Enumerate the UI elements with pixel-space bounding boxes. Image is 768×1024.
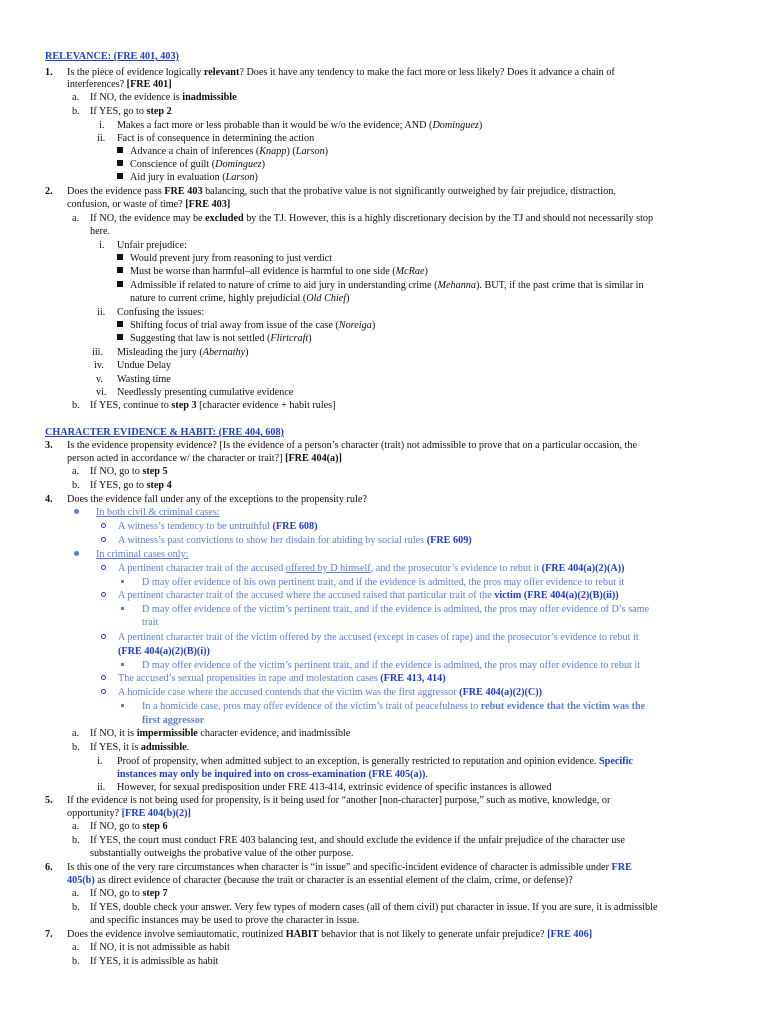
text-run: excluded <box>205 213 244 224</box>
text-run: Is the piece of evidence logically <box>67 67 204 78</box>
outline-marker: 6. <box>45 862 53 873</box>
outline-line <box>118 632 639 644</box>
outline-marker: b. <box>72 106 80 117</box>
text-run: ) <box>254 172 258 183</box>
outline-line <box>90 902 658 914</box>
outline-line <box>118 563 625 575</box>
square-bullet-icon <box>117 267 123 273</box>
text-run: trait <box>142 617 159 628</box>
text-run: (FRE 404(a)(2)(C)) <box>459 687 543 698</box>
text-run: [character evidence + habit rules] <box>196 400 336 411</box>
text-run: However, for sexual predisposition under FRE 413-414, extrinsic evidence of specific instances is allowed <box>117 782 552 793</box>
text-run: D may offer evidence of his own pertinent trait, and if the evidence is admitted, the pros may offer evidence to rebut it <box>142 577 625 588</box>
outline-line <box>142 715 204 727</box>
text-run: instances may only be inquired into on cross-examination (FRE 405(a)) <box>117 769 426 780</box>
text-run: Does the evidence pass <box>67 186 165 197</box>
bullet-marker <box>121 660 124 672</box>
outline-marker: a. <box>72 942 80 953</box>
outline-line <box>90 742 189 754</box>
text-run: inadmissible <box>182 92 237 103</box>
outline-marker: a. <box>72 888 80 899</box>
text-run: ) <box>324 146 329 157</box>
text-run: Does the evidence involve semiautomatic, routinized <box>67 929 286 940</box>
outline-line <box>130 159 265 171</box>
text-run: If NO, go to <box>90 821 143 832</box>
outline-line <box>130 266 428 278</box>
small-square-bullet-icon <box>121 580 124 583</box>
outline-marker: v. <box>96 374 103 385</box>
bullet-marker <box>101 632 106 644</box>
text-run: [FRE 404(b)(2)] <box>121 808 191 819</box>
outline-line <box>90 848 353 860</box>
outline-line <box>117 769 428 781</box>
text-run: If YES, it is <box>90 742 141 753</box>
text-run: step 5 <box>142 466 168 477</box>
text-run: person acted in accordance w/ the character or trait?] <box>67 453 286 464</box>
outline-marker: i. <box>97 756 103 767</box>
text-run: A pertinent character trait of the victim offered by the accused (except in cases of rape) and the prosecutor’s evidence to rebut it <box>118 632 639 643</box>
hollow-circle-bullet-icon <box>101 523 106 528</box>
text-run: ) ( <box>286 146 296 157</box>
outline-marker: i. <box>99 240 105 251</box>
text-run: first aggressor <box>142 715 205 726</box>
outline-line <box>130 253 332 265</box>
text-run: If the evidence is not being used for propensity, is it being used for “another [non-character] purpose,” such as motive, knowledge, or <box>67 795 611 806</box>
text-run: offered by D himself <box>285 563 371 574</box>
outline-marker: iv. <box>94 360 104 371</box>
bullet-marker <box>74 549 79 561</box>
bullet-marker <box>101 687 106 699</box>
text-run: If YES, go to <box>90 480 147 491</box>
outline-marker: a. <box>72 728 80 739</box>
text-run: FRE <box>611 862 632 873</box>
outline-line <box>142 617 158 629</box>
text-run: (FRE 608) <box>272 521 318 532</box>
text-run: Larson <box>295 146 325 157</box>
text-run: If NO, go to <box>90 888 143 899</box>
text-run: Is this one of the very rare circumstances when character is “in issue” and specific-incident evidence of character is admissible under <box>67 862 612 873</box>
text-run: [FRE 403] <box>185 199 231 210</box>
text-run: step 3 <box>171 400 197 411</box>
text-run: Admissible if related to nature of crime to aid jury in understanding crime ( <box>130 280 438 291</box>
hollow-circle-bullet-icon <box>101 675 106 680</box>
outline-line <box>130 146 328 158</box>
outline-line <box>67 453 342 465</box>
text-run: 405(b) <box>67 875 95 886</box>
text-run: ) <box>308 333 312 344</box>
text-run: nature to current crime, highly prejudicial ( <box>130 293 307 304</box>
text-run: admissible <box>140 742 187 753</box>
text-run: ) <box>424 266 428 277</box>
outline-marker: b. <box>72 400 80 411</box>
text-run: Must be worse than harmful–all evidence is harmful to one side ( <box>130 266 396 277</box>
text-run: A pertinent character trait of the accused <box>118 563 286 574</box>
text-run: If YES, continue to <box>90 400 172 411</box>
outline-marker: a. <box>72 466 80 477</box>
text-run: step 6 <box>142 821 168 832</box>
outline-marker: 4. <box>45 494 53 505</box>
outline-marker: b. <box>72 742 80 753</box>
text-run: Suggesting that law is not settled ( <box>130 333 271 344</box>
text-run: Wasting time <box>117 374 171 385</box>
outline-marker: vi. <box>96 387 107 398</box>
outline-line <box>142 660 640 672</box>
text-run: A witness’s tendency to be untruthful <box>118 521 273 532</box>
bullet-marker <box>101 521 106 533</box>
outline-marker: b. <box>72 835 80 846</box>
outline-line <box>67 795 610 807</box>
text-run: ) <box>261 159 265 170</box>
text-run: If YES, it is admissible as habit <box>90 956 219 967</box>
outline-line <box>117 756 633 768</box>
outline-line <box>96 549 189 561</box>
outline-line <box>90 400 336 412</box>
bullet-marker <box>121 577 124 589</box>
text-run: step 7 <box>142 888 168 899</box>
text-run: [FRE 406] <box>547 929 593 940</box>
text-run: A homicide case where the accused contends that the victim was the first aggressor <box>118 687 460 698</box>
text-run: behavior that is not likely to generate unfair prejudice? <box>318 929 548 940</box>
text-run: (FRE 404(a)(2)(B)(ii)) <box>521 590 619 601</box>
outline-line <box>117 240 187 252</box>
outline-line <box>67 440 637 452</box>
outline-line <box>118 646 210 658</box>
outline-line <box>90 92 237 104</box>
text-run: Larson <box>225 172 255 183</box>
text-run: Makes a fact more or less probable than it would be w/o the evidence; AND ( <box>117 120 433 131</box>
text-run: as direct evidence of character (because the trait or character is an essential element of the claim, crime, or defense)? <box>94 875 573 886</box>
outline-marker: 1. <box>45 67 53 78</box>
hollow-circle-bullet-icon <box>101 689 106 694</box>
text-run: Noreiga <box>338 320 372 331</box>
outline-line <box>90 821 168 833</box>
text-run: , and the prosecutor’s evidence to rebut it <box>370 563 542 574</box>
outline-marker: i. <box>99 120 105 131</box>
text-run: Needlessly presenting cumulative evidence <box>117 387 294 398</box>
outline-line <box>118 535 472 547</box>
section-heading: RELEVANCE: (FRE 401, 403) <box>45 51 179 62</box>
text-run: Mehanna <box>437 280 476 291</box>
outline-marker: a. <box>72 92 80 103</box>
outline-marker: b. <box>72 956 80 967</box>
outline-line <box>130 320 375 332</box>
square-bullet-icon <box>117 281 123 287</box>
text-run: ) <box>346 293 350 304</box>
text-run: In both civil & criminal cases: <box>96 507 220 518</box>
outline-line <box>90 466 168 478</box>
text-run: ) <box>478 120 483 131</box>
text-run: In criminal cases only: <box>96 549 189 560</box>
outline-marker: b. <box>72 480 80 491</box>
outline-line <box>67 186 616 198</box>
outline-marker: 7. <box>45 929 53 940</box>
text-run: Fact is of consequence in determining the action <box>117 133 315 144</box>
outline-line <box>117 120 482 132</box>
dot-bullet-icon <box>74 551 79 556</box>
text-run: by the TJ. However, this is a highly discretionary decision by the TJ and should not necessarily stop <box>243 213 654 224</box>
outline-marker: a. <box>72 213 80 224</box>
text-run: If YES, go to <box>90 106 147 117</box>
text-run: A pertinent character trait of the accused where the accused raised that particular trait of the <box>118 590 495 601</box>
text-run: . <box>186 742 190 753</box>
text-run: opportunity? <box>67 808 122 819</box>
text-run: rebut evidence that the victim was the <box>480 701 646 712</box>
outline-line <box>90 915 359 927</box>
text-run: [FRE 404(a)] <box>285 453 342 464</box>
text-run: FRE 403 <box>164 186 203 197</box>
text-run: Undue Delay <box>117 360 172 371</box>
outline-line <box>96 507 220 519</box>
square-bullet-icon <box>117 173 123 179</box>
outline-line <box>90 213 653 225</box>
outline-line <box>90 106 172 118</box>
text-run: In a homicide case, pros may offer evidence of the victim’s trait of peacefulness to <box>142 701 481 712</box>
outline-marker: b. <box>72 902 80 913</box>
outline-line <box>117 133 314 145</box>
text-run: (FRE 609) <box>426 535 472 546</box>
small-square-bullet-icon <box>121 663 124 666</box>
bullet-marker <box>101 673 106 685</box>
text-run: If YES, the court must conduct FRE 403 balancing test, and should exclude the evidence if the unfair prejudice of the character use <box>90 835 625 846</box>
text-run: If NO, the evidence may be <box>90 213 206 224</box>
text-run: (FRE 404(a)(2)(A)) <box>541 563 625 574</box>
outline-line <box>117 387 293 399</box>
outline-marker: ii. <box>97 307 106 318</box>
text-run: . <box>425 769 428 780</box>
hollow-circle-bullet-icon <box>101 592 106 597</box>
text-run: ). BUT, if the past crime that is similar in <box>476 280 644 291</box>
text-run: Proof of propensity, when admitted subject to an exception, is generally restricted to reputation and opinion evidence. <box>117 756 599 767</box>
text-run: Misleading the jury ( <box>117 347 203 358</box>
outline-line <box>117 307 204 319</box>
outline-line <box>90 888 168 900</box>
text-run: Old Chief <box>306 293 347 304</box>
text-run: Would prevent jury from reasoning to just verdict <box>130 253 333 264</box>
text-run: victim <box>494 590 522 601</box>
outline-line <box>67 808 191 820</box>
text-run: Is the evidence propensity evidence? [Is the evidence of a person’s character (trait) not admissible to prove that on a particular occasion, the <box>67 440 637 451</box>
section-heading: CHARACTER EVIDENCE & HABIT: (FRE 404, 608) <box>45 427 284 438</box>
text-run: If NO, it is <box>90 728 137 739</box>
outline-marker: a. <box>72 821 80 832</box>
outline-line <box>130 293 350 305</box>
outline-line <box>117 374 171 386</box>
text-run: character evidence, and inadmissible <box>197 728 351 739</box>
outline-marker: 2. <box>45 186 53 197</box>
outline-line <box>90 942 230 954</box>
text-run: Shifting focus of trial away from issue of the case ( <box>130 320 339 331</box>
outline-marker: iii. <box>92 347 104 358</box>
outline-line <box>118 687 542 699</box>
text-run: Unfair prejudice: <box>117 240 187 251</box>
text-run: Specific <box>598 756 633 767</box>
outline-line <box>90 480 172 492</box>
outline-line <box>118 673 446 685</box>
outline-line <box>130 280 644 292</box>
outline-line <box>117 782 551 794</box>
outline-marker: 5. <box>45 795 53 806</box>
small-square-bullet-icon <box>121 607 124 610</box>
text-run: If NO, it is not admissible as habit <box>90 942 230 953</box>
dot-bullet-icon <box>74 509 79 514</box>
text-run: The accused’s sexual propensities in rape and molestation cases <box>118 673 381 684</box>
text-run: If NO, go to <box>90 466 143 477</box>
text-run: McRae <box>395 266 425 277</box>
outline-line <box>117 347 249 359</box>
text-run: ) <box>245 347 249 358</box>
square-bullet-icon <box>117 334 123 340</box>
square-bullet-icon <box>117 147 123 153</box>
text-run: D may offer evidence of the victim’s pertinent trait, and if the evidence is admitted, the pros may offer evidence to rebut it <box>142 660 641 671</box>
outline-line <box>117 360 171 372</box>
text-run: If NO, the evidence is <box>90 92 183 103</box>
text-run: [FRE 401] <box>126 79 172 90</box>
text-run: D may offer evidence of the victim’s pertinent trait, and if the evidence is admitted, the pros may offer evidence of D’s same <box>142 604 650 615</box>
text-run: here. <box>90 226 111 237</box>
outline-line <box>67 67 615 79</box>
outline-line <box>90 835 625 847</box>
small-square-bullet-icon <box>121 704 124 707</box>
text-run: HABIT <box>285 929 319 940</box>
hollow-circle-bullet-icon <box>101 537 106 542</box>
text-run: Dominguez <box>215 159 262 170</box>
hollow-circle-bullet-icon <box>101 565 106 570</box>
outline-line <box>67 929 592 941</box>
text-run: interferences? <box>67 79 127 90</box>
text-run: Abernathy <box>202 347 246 358</box>
text-run: substantially outweighs the probative value of the other purpose. <box>90 848 354 859</box>
text-run: step 2 <box>146 106 172 117</box>
bullet-marker <box>101 535 106 547</box>
square-bullet-icon <box>117 254 123 260</box>
outline-line <box>67 79 172 91</box>
outline-line <box>142 577 624 589</box>
outline-marker: ii. <box>97 133 106 144</box>
outline-marker: 3. <box>45 440 53 451</box>
text-run: Flirtcraft <box>270 333 309 344</box>
text-run: impermissible <box>136 728 198 739</box>
outline-line <box>130 333 312 345</box>
outline-line <box>118 521 318 533</box>
text-run: Confusing the issues: <box>117 307 205 318</box>
bullet-marker <box>101 590 106 602</box>
square-bullet-icon <box>117 160 123 166</box>
text-run: Aid jury in evaluation ( <box>130 172 226 183</box>
outline-line <box>67 494 367 506</box>
text-run: If YES, double check your answer. Very few types of modern cases (all of them civil) put character in issue. If you are sure, it is admissible <box>90 902 658 913</box>
outline-line <box>67 199 230 211</box>
bullet-marker <box>101 563 106 575</box>
outline-line <box>90 226 110 238</box>
text-run: balancing, such that the probative value is not significantly outweighed by fair prejudice, distraction, <box>202 186 616 197</box>
bullet-marker <box>121 701 124 713</box>
text-run: confusion, or waste of time? <box>67 199 186 210</box>
hollow-circle-bullet-icon <box>101 634 106 639</box>
bullet-marker <box>74 507 79 519</box>
outline-line <box>142 604 649 616</box>
text-run: Dominguez <box>432 120 479 131</box>
text-run: and specific instances may be used to prove the character in issue. <box>90 915 360 926</box>
text-run: A witness’s past convictions to show her disdain for abiding by social rules <box>118 535 427 546</box>
outline-line <box>130 172 258 184</box>
outline-line <box>90 956 218 968</box>
text-run: ? Does it have any tendency to make the fact more or less likely? Does it advance a chain of <box>239 67 615 78</box>
text-run: (FRE 404(a)(2)(B)(i)) <box>118 646 210 657</box>
text-run: ) <box>371 320 376 331</box>
bullet-marker <box>121 604 124 616</box>
outline-line <box>67 862 632 874</box>
text-run: Conscience of guilt ( <box>130 159 216 170</box>
text-run: step 4 <box>146 480 172 491</box>
outline-line <box>118 590 619 602</box>
text-run: Advance a chain of inferences ( <box>130 146 260 157</box>
text-run: (FRE 413, 414) <box>380 673 446 684</box>
text-run: relevant <box>203 67 240 78</box>
outline-line <box>90 728 350 740</box>
outline-line <box>142 701 645 713</box>
square-bullet-icon <box>117 321 123 327</box>
text-run: Knapp <box>259 146 287 157</box>
outline-marker: ii. <box>97 782 106 793</box>
text-run: Does the evidence fall under any of the exceptions to the propensity rule? <box>67 494 367 505</box>
outline-line <box>67 875 573 887</box>
